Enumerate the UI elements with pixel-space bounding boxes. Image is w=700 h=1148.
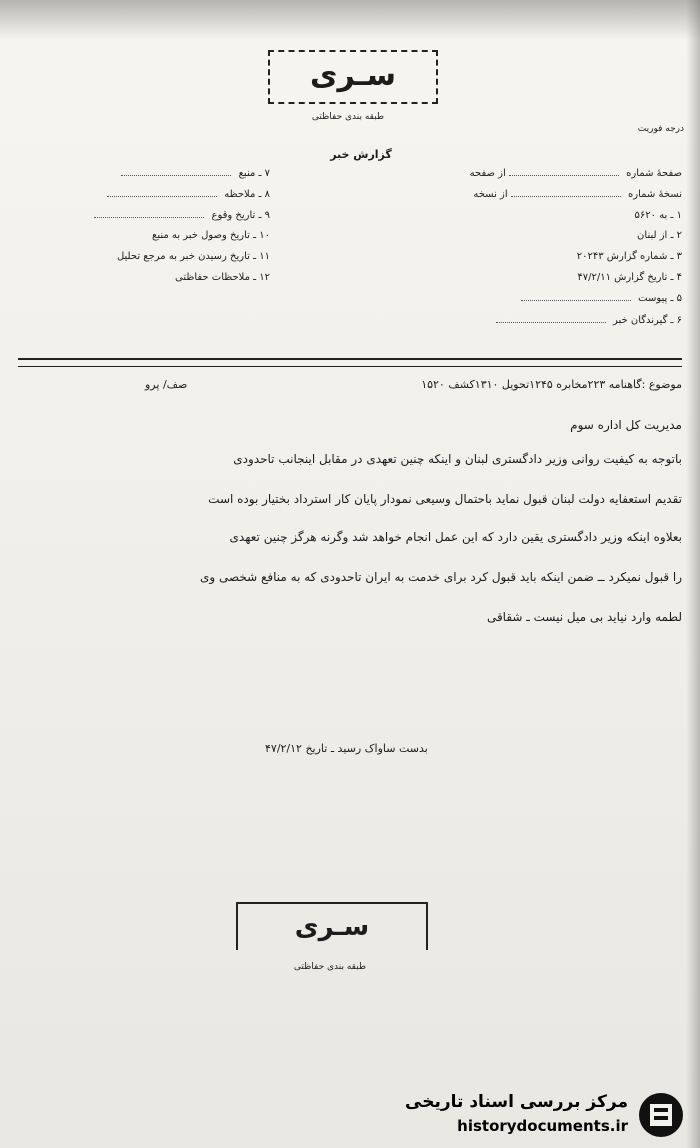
divider-line-1 [18, 358, 682, 360]
scan-shadow-right [686, 0, 700, 1148]
watermark [405, 1090, 690, 1142]
body-line: را قبول نمیکرد ــ ضمن اینکه باید قبول کرد برای خدمت به ایران تاحدودی که به منافع شخصی وی [199, 570, 682, 584]
stamp-label: طبقه بندی حفاظتی [311, 112, 385, 122]
field-note: ۸ ـ ملاحظه [107, 189, 270, 200]
urgency-label: درجه فوریت [637, 124, 684, 134]
field-receipt-date: ۱۰ ـ تاریخ وصول خبر به منبع [152, 230, 270, 241]
field-occurrence-date: ۹ ـ تاریخ وقوع [94, 210, 270, 221]
subject-line: موضوع :گاهنامه ۲۲۳مخابره ۱۲۴۵تحویل ۱۳۱۰کشف ۱۵۲۰ [421, 378, 682, 391]
body-line: باتوجه به کیفیت روانی وزیر دادگستری لبنان و اینکه چنین تعهدی در مقابل اینجانب تاحدودی [233, 452, 682, 466]
watermark-url: historydocuments.ir [457, 1117, 628, 1135]
receipt-note: بدست ساواک رسید ـ تاریخ ۴۷/۲/۱۲ [265, 742, 428, 755]
classification-stamp-bottom [236, 902, 428, 950]
field-page-number: صفحهٔ شماره از صفحه [469, 168, 682, 179]
field-attachment: ۵ ـ پیوست [521, 293, 682, 304]
field-report-number: ۳ ـ شماره گزارش ۲۰۲۴۳ [576, 251, 682, 262]
field-analysis-date: ۱۱ ـ تاریخ رسیدن خبر به مرجع تحلیل [116, 251, 270, 262]
field-from: ۲ ـ از لبنان [637, 230, 682, 241]
stamp-text: سـری [294, 912, 370, 942]
field-report-date: ۴ ـ تاریخ گزارش ۴۷/۲/۱۱ [577, 272, 682, 283]
field-source: ۷ ـ منبع [121, 168, 270, 179]
subject-reference: صف/ پرو [145, 378, 188, 391]
scan-shadow-top [0, 0, 700, 40]
report-title: گزارش خبر [330, 148, 392, 161]
body-line: تقدیم استعفایه دولت لبنان قبول نماید باحتمال وسیعی نمودار پایان کار استرداد بختیار بوده است [208, 492, 682, 506]
field-security-notes: ۱۲ ـ ملاحظات حفاظتی [175, 272, 270, 283]
archive-logo-icon [636, 1090, 686, 1140]
field-copy-number: نسخهٔ شماره از نسخه [473, 189, 682, 200]
stamp-text: سـری [310, 58, 396, 93]
watermark-name: مرکز بررسی اسناد تاریخی [405, 1092, 628, 1112]
field-recipients: ۶ ـ گیرندگان خبر [496, 315, 682, 326]
classification-stamp-top [268, 50, 438, 104]
stamp-label: طبقه بندی حفاظتی [293, 962, 367, 972]
addressee: مدیریت کل اداره سوم [570, 418, 682, 432]
body-line: لطمه وارد نیاید بی میل نیست ـ شقاقی [486, 610, 682, 624]
body-line: بعلاوه اینکه وزیر دادگستری یقین دارد که این عمل انجام خواهد شد وگرنه هرگز چنین تعهدی [229, 530, 682, 544]
divider-line-2 [18, 366, 682, 367]
field-to: ۱ ـ به ۵۶۲۰ [634, 210, 682, 221]
